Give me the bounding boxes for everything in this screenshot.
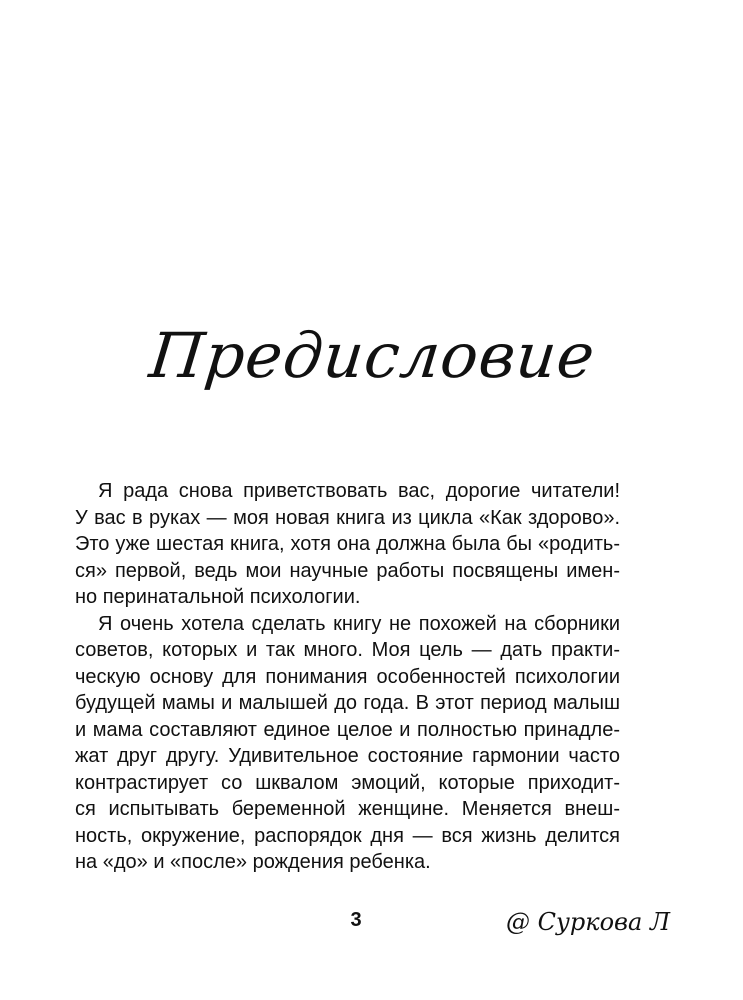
text-line: ность, окружение, распорядок дня — вся жизнь делится bbox=[75, 824, 620, 847]
text-line: на «до» и «после» рождения ребенка. bbox=[75, 851, 431, 873]
text-line: Это уже шестая книга, хотя она должна была бы «родить- bbox=[75, 533, 620, 555]
text-line: ся испытывать беременной женщине. Меняется внеш- bbox=[75, 798, 620, 820]
text-line: жат друг другу. Удивительное состояние гармонии часто bbox=[75, 745, 620, 767]
text-line: но перинатальной психологии. bbox=[75, 586, 361, 608]
page-number: 3 bbox=[350, 909, 362, 931]
text-line: и мама составляют единое целое и полностью принадле- bbox=[75, 718, 620, 741]
text-line: Я рада снова приветствовать вас, дорогие читатели! bbox=[98, 480, 620, 502]
author-watermark: @ Суркова Л bbox=[506, 908, 670, 936]
text-line: будущей мамы и малышей до года. В этот период малыш bbox=[75, 692, 620, 714]
paragraph-1 bbox=[75, 478, 620, 611]
text-line: ческую основу для понимания особенностей психологии bbox=[75, 665, 620, 688]
page-title: Предисловие bbox=[146, 319, 599, 392]
text-line: У вас в руках — моя новая книга из цикла «Как здорово». bbox=[75, 506, 620, 529]
text-line: ся» первой, ведь мои научные работы посвящены имен- bbox=[75, 559, 620, 582]
text-line: контрастирует со шквалом эмоций, которые приходит- bbox=[75, 771, 620, 794]
body-text bbox=[75, 478, 620, 876]
text-line: Я очень хотела сделать книгу не похожей на сборники bbox=[98, 612, 620, 635]
paragraph-2 bbox=[75, 611, 620, 876]
text-line: советов, которых и так много. Моя цель — дать практи- bbox=[75, 639, 620, 661]
